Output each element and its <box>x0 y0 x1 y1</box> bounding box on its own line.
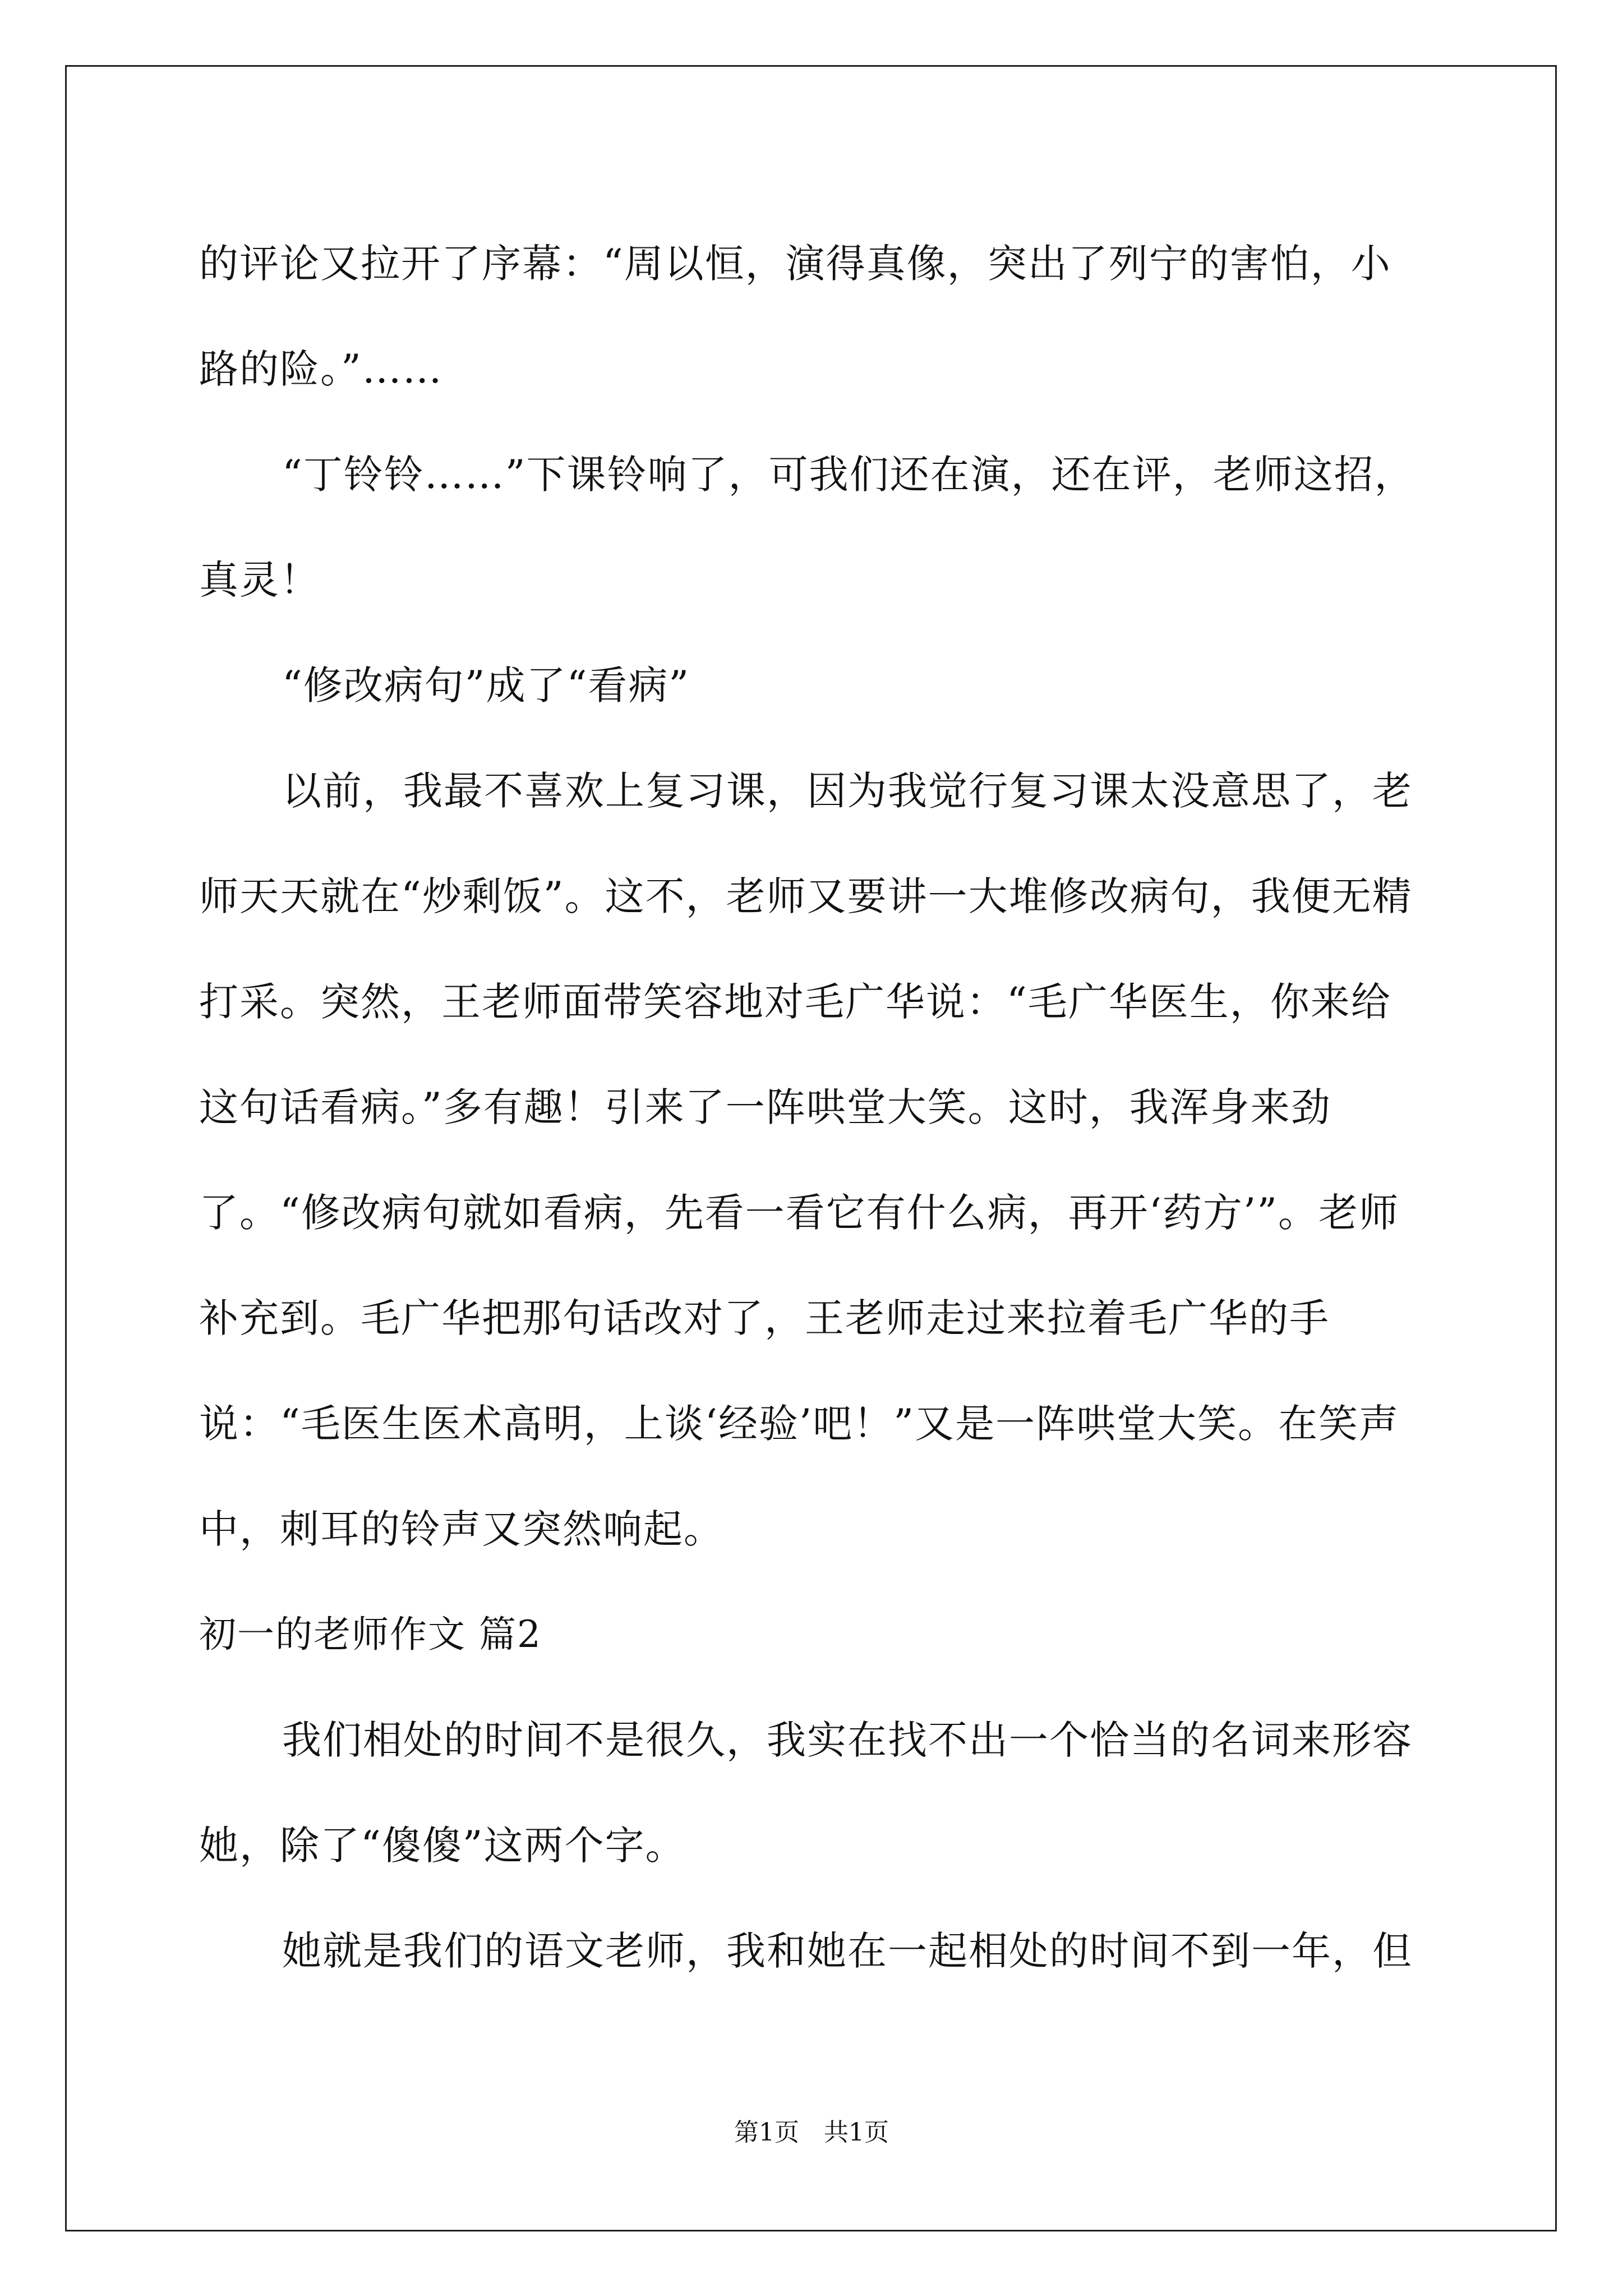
document-body <box>199 211 1427 2004</box>
paragraph-6: 我们相处的时间不是很久，我实在找不出一个恰当的名词来形容她，除了“傻傻”这两个字。 <box>199 1717 1413 1869</box>
page-footer <box>0 2116 1623 2150</box>
paragraph-7: 她就是我们的语文老师，我和她在一起相处的时间不到一年，但 <box>282 1928 1413 1974</box>
paragraph-3-subtitle: “修改病句”成了“看病” <box>282 662 690 708</box>
section-heading: 初一的老师作文 篇2 <box>199 1613 542 1656</box>
paragraph-4: 以前，我最不喜欢上复习课，因为我觉行复习课太没意思了，老师天天就在“炒剩饭”。这不，老师又要讲一大堆修改病句，我便无精打采。突然，王老师面带笑容地对毛广华说：“毛广华医生，你来给这句话看病。”多有趣！引来了一阵哄堂大笑。这时，我浑身来劲了。“修改病句就如看病，先看一看它有什么病，再开‘药方’”。老师补充到。毛广华把那句话改对了，王老师走过来拉着毛广华的手说：“毛医生医术高明，上谈‘经验’吧！”又是一阵哄堂大笑。在笑声中，刺耳的铃声又突然响起。 <box>199 768 1413 1552</box>
paragraph-1: 的评论又拉开了序幕：“周以恒，演得真像，突出了列宁的害怕，小路的险。”…… <box>199 241 1391 392</box>
page-number-label: 第1页 共1页 <box>734 2118 889 2147</box>
paragraph-2: “丁铃铃……”下课铃响了，可我们还在演，还在评，老师这招，真灵！ <box>199 452 1415 603</box>
